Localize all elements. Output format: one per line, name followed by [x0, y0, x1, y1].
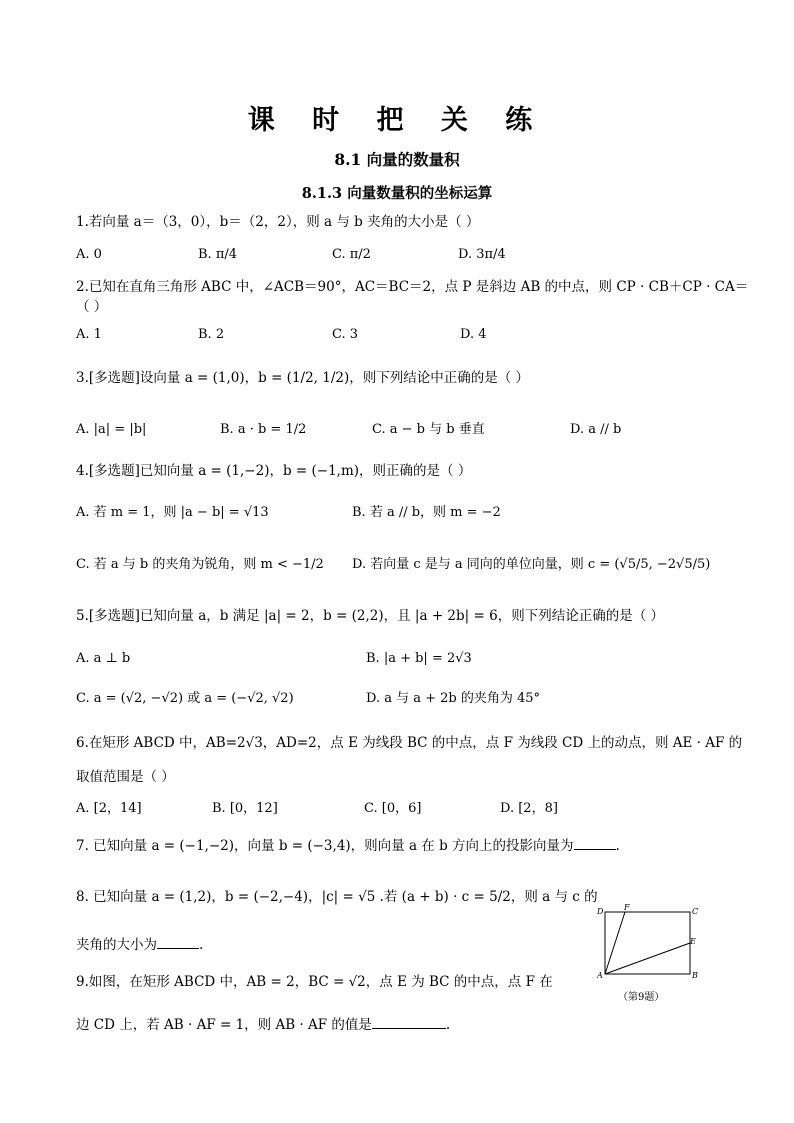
question-6-stem: 6.在矩形 ABCD 中，AB=2√3，AD=2，点 E 为线段 BC 的中点，点 F 为线段 CD 上的动点，则 AE · AF 的 [76, 735, 743, 751]
label-c: C [692, 907, 699, 916]
question-3-option-b: B. a · b = 1/2 [220, 422, 307, 437]
answer-blank[interactable] [157, 935, 199, 949]
question-2-option-b: B. 2 [198, 327, 225, 342]
question-3-stem: 3.[多选题]设向量 a = (1,0)，b = (1/2, 1/2)，则下列结论中正确的是（ ） [76, 370, 530, 386]
question-3-option-c: C. a − b 与 b 垂直 [372, 422, 485, 437]
question-4-option-b: B. 若 a // b，则 m = −2 [352, 505, 501, 520]
question-1-option-d: D. 3π/4 [458, 247, 506, 262]
question-6-option-c: C. [0，6] [364, 801, 422, 816]
question-7: 7. 已知向量 a = (−1,−2)，向量 b = (−3,4)，则向量 a 在 b 方向上的投影向量为 . [76, 838, 620, 854]
question-9-stem: 9.如图，在矩形 ABCD 中，AB = 2，BC = √2，点 E 为 BC 的中点，点 F 在 [76, 974, 553, 990]
question-1-option-b: B. π/4 [198, 247, 238, 262]
question-5-option-c: C. a = (√2, −√2) 或 a = (−√2, √2) [76, 691, 294, 706]
page-title: 课 时 把 关 练 [247, 105, 547, 136]
question-5-stem: 5.[多选题]已知向量 a，b 满足 |a| = 2，b = (2,2)，且 |a + 2b| = 6，则下列结论正确的是（ ） [76, 608, 664, 624]
question-1-stem: 1.若向量 a＝（3，0），b＝（2，2），则 a 与 b 夹角的大小是（ ） [76, 214, 480, 230]
question-5-option-a: A. a ⊥ b [76, 651, 131, 666]
question-6-option-b: B. [0，12] [212, 801, 278, 816]
rectangle-figure [594, 903, 712, 1007]
question-2-stem-cont: （ ） [76, 299, 108, 315]
question-4-option-a: A. 若 m = 1，则 |a − b| = √13 [76, 505, 269, 520]
subsection-heading: 8.1.3 向量数量积的坐标运算 [301, 185, 493, 202]
question-4-stem: 4.[多选题]已知向量 a = (1,−2)，b = (−1,m)，则正确的是（ ） [76, 463, 472, 479]
section-heading: 8.1 向量的数量积 [334, 150, 460, 169]
question-2-option-d: D. 4 [460, 327, 487, 342]
question-8: 夹角的大小为 . [76, 937, 204, 953]
question-8-stem: 8. 已知向量 a = (1,2)，b = (−2,−4)，|c| = √5 .若 (a + b) · c = 5/2，则 a 与 c 的 [76, 889, 598, 905]
question-9-stem-cont: 边 CD 上，若 AB · AF = 1，则 AB · AF 的值是 [76, 1017, 372, 1033]
figure-caption: （第9题） [618, 992, 665, 1003]
question-3-option-d: D. a // b [570, 422, 622, 437]
label-d: D [597, 907, 604, 916]
question-7-stem: 7. 已知向量 a = (−1,−2)，向量 b = (−3,4)，则向量 a 在 b 方向上的投影向量为 [76, 838, 574, 854]
question-1-option-c: C. π/2 [332, 247, 371, 262]
question-9: 边 CD 上，若 AB · AF = 1，则 AB · AF 的值是 . [76, 1017, 451, 1033]
question-2-option-c: C. 3 [332, 327, 359, 342]
answer-blank[interactable] [574, 836, 616, 850]
question-5-option-d: D. a 与 a + 2b 的夹角为 45° [366, 691, 541, 706]
question-4-option-c: C. 若 a 与 b 的夹角为锐角，则 m < −1/2 [76, 557, 324, 572]
question-3-option-a: A. |a| = |b| [76, 422, 147, 437]
question-5-option-b: B. |a + b| = 2√3 [366, 651, 472, 666]
question-6-stem-cont: 取值范围是（ ） [76, 769, 175, 785]
question-2-option-a: A. 1 [76, 327, 102, 342]
question-6-option-a: A. [2，14] [76, 801, 142, 816]
question-1-option-a: A. 0 [76, 247, 102, 262]
question-6-option-d: D. [2，8] [500, 801, 558, 816]
label-e: E [690, 937, 696, 946]
question-4-option-d: D. 若向量 c 是与 a 同向的单位向量，则 c = (√5/5, −2√5/5) [352, 557, 711, 572]
answer-blank[interactable] [372, 1015, 446, 1029]
label-a: A [597, 971, 603, 980]
label-f: F [624, 903, 630, 912]
question-8-stem-cont: 夹角的大小为 [76, 937, 157, 953]
question-2-stem: 2.已知在直角三角形 ABC 中，∠ACB＝90°，AC＝BC＝2，点 P 是斜边 AB 的中点，则 CP · CB＋CP · CA＝ [76, 279, 749, 295]
label-b: B [692, 971, 698, 980]
